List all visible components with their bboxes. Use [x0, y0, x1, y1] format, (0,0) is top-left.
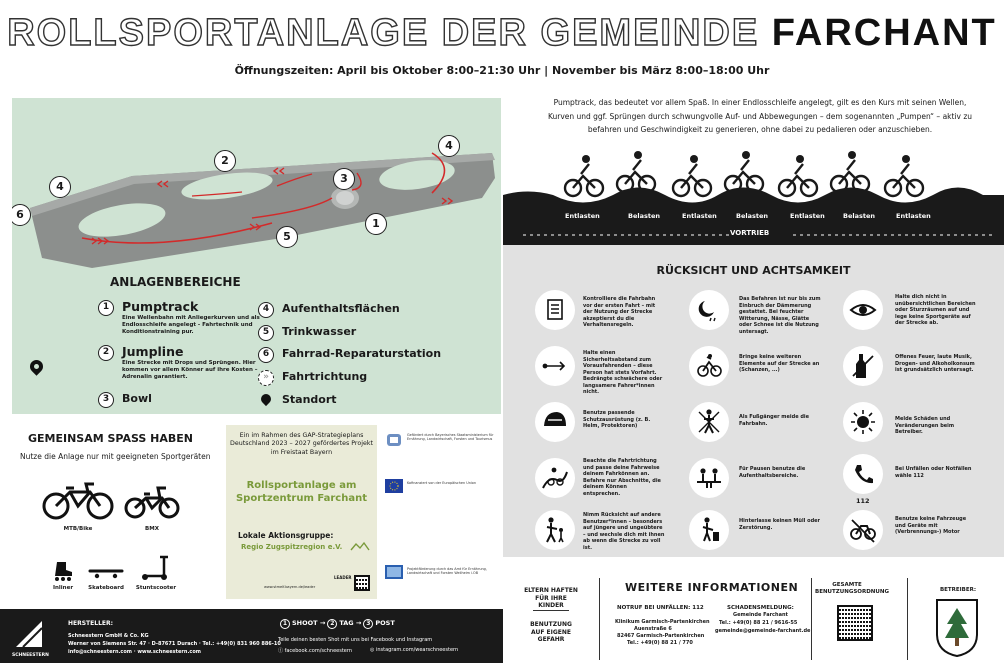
instagram-icon: ◎ [370, 647, 376, 653]
rule-text: Hinterlasse keinen Müll oder Zerstörung. [739, 518, 820, 531]
share-text: Teile deinen besten Shot mit uns bei Facebook und Instagram [278, 637, 433, 643]
rule-text: Melde Schäden und Veränderungen beim Betreiber. [895, 416, 955, 435]
funding-logos [385, 425, 503, 599]
area-trinkwasser: 5 Trinkwasser [258, 325, 356, 341]
manufacturer-heading: HERSTELLER: [68, 620, 114, 627]
area-aufenthalt: 4 Aufenthaltsflächen [258, 302, 400, 318]
bavaria-crest-icon [385, 433, 403, 447]
facebook-link[interactable]: ⓕ facebook.com/schneestern [278, 648, 353, 654]
funding-intro: Ein im Rahmen des GAP-Strategieplans Deutschland 2023 – 2027 gefördertes Projekt im Freistaat Bayern [230, 432, 373, 456]
leader-qr-code[interactable] [354, 575, 370, 591]
parents-liable: ELTERN HAFTEN FÜR IHRE KINDER [524, 587, 578, 609]
pump-label: Entlasten [790, 212, 825, 220]
rules-link: GESAMTE BENUTZUNGSORDNUNG [815, 582, 889, 595]
area-fahrtrichtung: » Fahrtrichtung [258, 370, 367, 386]
rule-text: Offenes Feuer, laute Musik, Drogen- und Alkoholkonsum ist grundsätzlich untersagt. [895, 354, 975, 373]
ministry-logo-text: Gefördert durch Bayerisches Staatsministerium für Ernährung, Landwirtschaft, Forsten und Tourismus [407, 433, 494, 442]
rule-text: Das Befahren ist nur bis zum Einbruch der Dämmerung gestattet. Bei feuchter Witterung, Nässe, Glätte oder Schnee ist die Nutzung untersagt. [739, 296, 821, 335]
eu-logo-text: Kofinanziert von der Europäischen Union [407, 481, 477, 485]
pump-label: Belasten [736, 212, 768, 220]
pump-label: Belasten [843, 212, 875, 220]
rule-text: Für Pausen benutze die Aufenthaltsbereiche. [739, 466, 806, 479]
damage-line[interactable]: Tel.: +49(0) 88 21 / 9616-55 [719, 620, 798, 626]
lag-label: Lokale Aktionsgruppe: [238, 531, 334, 540]
rule-text: Kontrolliere die Fahrbahn vor der ersten Fahrt – mit der Nutzung der Strecke akzeptierst du die Verhaltensregeln. [583, 296, 656, 328]
area-standort: Standort [258, 393, 337, 407]
title-bold: FARCHANT [771, 12, 997, 54]
rule-text: Halte dich nicht in unübersichtlichen Bereichen oder Sturzräumen auf und lege keine Sportgeräte auf der Strecke ab. [895, 294, 976, 326]
mtb-icon [42, 482, 114, 522]
pump-label: Belasten [628, 212, 660, 220]
map-marker-5: 5 [276, 226, 298, 248]
device-label: Skateboard [88, 585, 124, 591]
area-jumpline: 2 Jumpline Eine Strecke mit Drops und Sprüngen. Hier kommen vor allem Könner auf ihre Kosten – Adrenalin garantiert. [98, 345, 270, 381]
bmx-icon [124, 484, 180, 520]
map-marker-1: 1 [365, 213, 387, 235]
location-pin-icon [259, 392, 273, 406]
device-label: MTB/Bike [63, 526, 93, 532]
rider-obstacle-icon [689, 346, 729, 386]
rule-text: Nimm Rücksicht auf andere Benutzer*innen – besonders auf jüngere und ungeübtere – und wechsle dich mit ihnen ab wenn die Strecke zu voll ist. [583, 512, 665, 551]
device-label: Stuntscooter [135, 585, 177, 591]
night-weather-icon [689, 290, 729, 330]
opening-hours: Öffnungszeiten: April bis Oktober 8:00–21:30 Uhr | November bis März 8:00–18:00 Uhr [234, 64, 770, 77]
map-marker-4b: 4 [438, 135, 460, 157]
brand-label: SCHNEESTERN [12, 653, 49, 658]
aelf-logo-icon [385, 565, 403, 579]
funding-box [226, 425, 377, 599]
no-alcohol-icon [843, 346, 883, 386]
rule-text: Als Fußgänger meide die Fahrbahn. [739, 414, 810, 427]
schneestern-logo-icon [14, 619, 44, 649]
trash-icon [689, 510, 729, 550]
rule-text: Halte einen Sicherheitsabstand zum Vorausfahrenden – diese Person hat stets Vorfahrt. Bedrängte schwächere oder langsamere Fahrer*innen nicht. [583, 350, 663, 395]
info-title: WEITERE INFORMATIONEN [625, 581, 799, 594]
rules-qr-code[interactable] [837, 605, 873, 641]
operator-label: BETREIBER: [939, 587, 977, 593]
scooter-icon [140, 554, 170, 582]
own-risk: BENUTZUNG AUF EIGENE GEFAHR [530, 621, 572, 643]
facility-map [12, 98, 501, 414]
eye-icon [843, 290, 883, 330]
instagram-link[interactable]: ◎ instagram.com/wearschneestern [370, 647, 459, 653]
rule-text: Benutze keine Fahrzeuge und Geräte mit (Verbrennungs-) Motor [895, 516, 967, 535]
pump-label: Entlasten [896, 212, 931, 220]
direction-icon: » [258, 370, 274, 386]
emergency-number: 112 [856, 497, 870, 505]
lag-logo-icon [350, 541, 370, 551]
leader-url: www.stmelf.bayern.de/leader [264, 585, 316, 589]
kids-icon [535, 510, 575, 550]
pump-label: Entlasten [682, 212, 717, 220]
rule-text: Beachte die Fahrtrichtung und passe deine Fahrweise deinem Fahrkönnen an. Befahre nur Abschnitte, die deinem Können entsprechen. [583, 458, 661, 497]
manufacturer-line: Werner von Siemens Str. 47 · D-87671 Durach · Tel.: +49(0) 831 960 886-10 [68, 641, 281, 647]
lag-name: Regio Zugspitzregion e.V. [241, 543, 343, 551]
respect-title: RÜCKSICHT UND ACHTSAMKEIT [656, 264, 851, 277]
damage-email-link[interactable]: gemeinde@gemeinde-farchant.de [715, 628, 811, 634]
pumptrack-description: Pumptrack, das bedeutet vor allem Spaß. In einer Endlosschleife angelegt, gilt es den Kurs mit seinen Wellen, Kurven und ggf. Sprüngen durch schwungvolle Auf- und Abbewegungen – dem sogenannten „Pumpen“ – aktiv zu befahren und Geschwindigkeit zu generieren, ohne dabei zu pedalieren oder anzuschieben. [547, 98, 973, 134]
inliner-icon [52, 560, 74, 582]
manufacturer-line: Schneestern GmbH & Co. KG [68, 633, 149, 639]
area-pumptrack: 1 Pumptrack Eine Wellenbahn mit Anliegerkurven und als Endlosschleife angelegt - Fahrtechnik und Konditionstraining pur. [98, 300, 270, 336]
rest-bench-icon [689, 458, 729, 498]
aelf-logo-text: Projektförderung durch das Amt für Ernährung, Landwirtschaft und Forsten Weilheim i.OB [407, 567, 487, 576]
no-pedestrian-icon [689, 402, 729, 442]
emergency-line: Klinikum Garmisch-Partenkirchen [615, 619, 710, 625]
phone-112-icon [843, 454, 883, 494]
manufacturer-line[interactable]: info@schneestern.com · www.schneestern.com [68, 649, 201, 655]
manufacturer-footer [0, 609, 503, 663]
area-reparatur: 6 Fahrrad-Reparaturstation [258, 347, 441, 363]
map-marker-6: 6 [12, 204, 31, 226]
pump-label: Entlasten [565, 212, 600, 220]
damage-icon [843, 402, 883, 442]
leader-label: LEADER [334, 575, 352, 580]
distance-arrow-icon [535, 346, 575, 386]
skateboard-icon [88, 568, 124, 580]
respect-panel [503, 245, 1004, 557]
project-name: Rollsportanlage am Sportzentrum Farchant [235, 480, 367, 504]
emergency-line: 82467 Garmisch-Partenkirchen [617, 633, 705, 639]
map-marker-4: 4 [49, 176, 71, 198]
info-footer [503, 565, 1004, 663]
rule-text: Bei Unfällen oder Notfällen wähle 112 [895, 466, 972, 479]
page-title [0, 8, 1004, 58]
eu-flag-icon [385, 479, 403, 493]
no-motor-icon [843, 510, 883, 550]
area-bowl: 3 Bowl [98, 392, 152, 408]
rule-text: Benutze passende Schutzausrüstung (z. B. Helm, Protektoren) [583, 410, 651, 429]
fun-title: GEMEINSAM SPASS HABEN [28, 432, 194, 445]
rule-text: Bringe keine weiteren Elemente auf der Strecke an (Schanzen, ...) [739, 354, 820, 373]
helmet-icon [535, 402, 575, 442]
device-label: Inliner [52, 585, 74, 591]
farchant-crest-icon [933, 598, 981, 658]
damage-line: Gemeinde Farchant [733, 612, 788, 618]
emergency-line: Auenstraße 6 [634, 626, 672, 632]
emergency-line[interactable]: Tel.: +49(0) 88 21 / 770 [627, 640, 693, 646]
damage-heading: SCHADENSMELDUNG: [727, 605, 794, 611]
areas-title: ANLAGENBEREICHE [110, 275, 241, 289]
vortrieb-label: VORTRIEB [730, 229, 770, 237]
title-outline: ROLLSPORTANLAGE DER GEMEINDE [7, 12, 760, 54]
checklist-icon [535, 290, 575, 330]
map-marker-3: 3 [333, 168, 355, 190]
device-label: BMX [145, 526, 159, 532]
skill-icon [535, 458, 575, 498]
shoot-tag-post: 1 SHOOT → 2 TAG → 3 POST [278, 619, 395, 629]
map-marker-2: 2 [214, 150, 236, 172]
fun-subtitle: Nutze die Anlage nur mit geeigneten Sportgeräten [20, 452, 211, 461]
emergency-heading: NOTRUF BEI UNFÄLLEN: 112 [617, 605, 704, 611]
facebook-icon: ⓕ [278, 648, 285, 654]
